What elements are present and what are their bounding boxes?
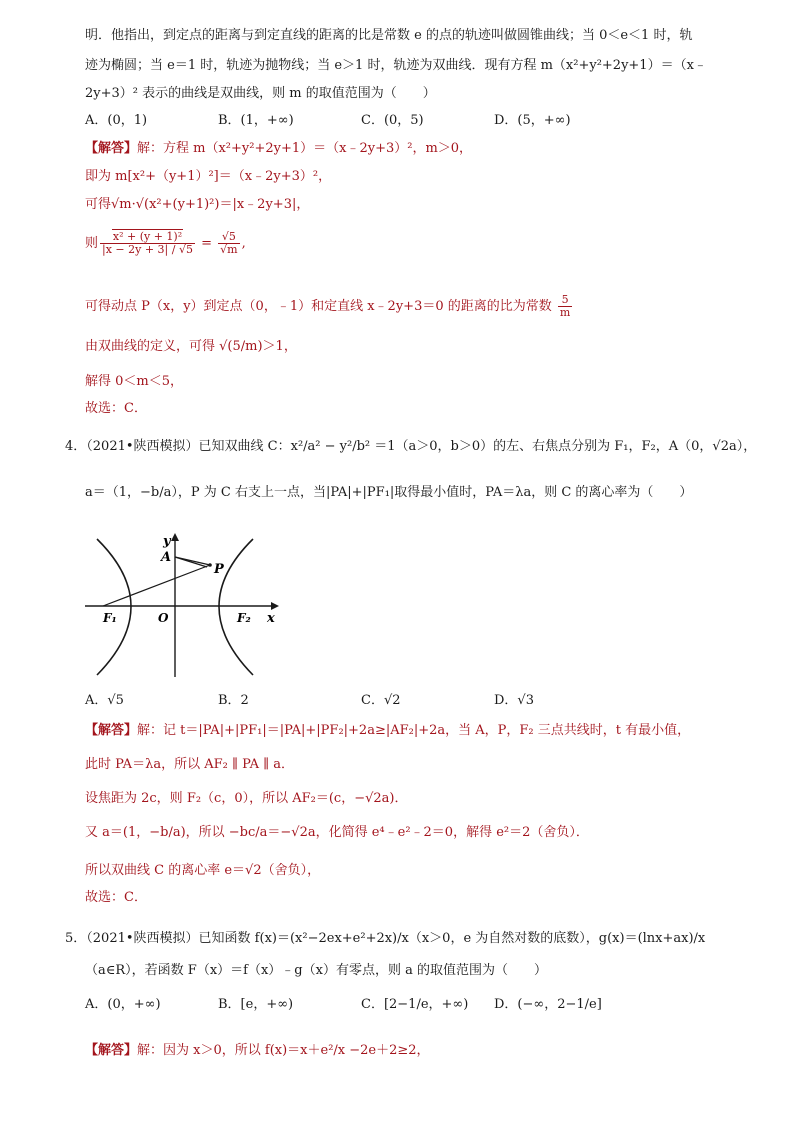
q3-ratio-result: $\frac{√5}{√m}$: [220, 230, 238, 256]
point-p: [208, 563, 212, 567]
q3-answer-text-6: 由双曲线的定义，可得: [85, 339, 216, 354]
q4-number: 4．: [65, 439, 87, 454]
q3-ratio-fraction: [100, 231, 195, 256]
q5-stem-line-1: [65, 930, 705, 948]
q5-option-c: C．[2−1/e，+∞): [361, 997, 469, 1012]
q3-stem-line-1: 明．他指出，到定点的距离与到定直线的距离的比是常数 e 的点的轨迹叫做圆锥曲线；当 0＜e＜1 时，轨: [85, 28, 693, 43]
q3-stem-line-3: 2y+3）² 表示的曲线是双曲线，则 m 的取值范围为（ ）: [85, 86, 436, 101]
q3-answer-text-5: 可得动点 P（x，y）到定点（0，﹣1）和定直线 x﹣2y+3＝0 的距离的比为常数: [85, 299, 552, 314]
segment-f1-p: [103, 565, 210, 606]
label-f1: F₁: [103, 611, 117, 625]
q5-stem-line-2: （a∈R），若函数 F（x）＝f（x）﹣g（x）有零点，则 a 的取值范围为（ ）: [85, 963, 547, 978]
q4-answer-line-1: [85, 722, 690, 740]
q4-answer-line-2: 此时 PA＝λa，所以 AF₂ ∥ PA ∥ a．: [85, 757, 295, 772]
left-branch: [97, 539, 131, 675]
q3-answer-line-3: 可得√m·√(x²+(y+1)²)＝|x﹣2y+3|，: [85, 197, 310, 212]
q5-option-a: A．(0，+∞): [85, 997, 161, 1012]
label-y: y: [163, 534, 171, 549]
q3-option-d: D．(5，+∞): [494, 113, 571, 128]
label-a: A: [161, 550, 172, 565]
q3-constant-fraction: $\frac{5}{m}$: [559, 293, 571, 319]
q5-stem-text-1: 已知函数 f(x)＝(x²−2ex+e²+2x)/x（x＞0，e 为自然对数的底数），g(x)＝(lnx+ax)/x: [198, 931, 706, 946]
q4-answer-tag: 【解答】: [85, 723, 138, 738]
q3-option-b: B．(1，+∞): [218, 113, 294, 128]
label-o: O: [158, 611, 169, 625]
q5-answer-tag: 【解答】: [85, 1043, 138, 1058]
q4-answer-line-6: 故选：C．: [85, 890, 147, 905]
q3-option-a: A．(0，1): [85, 113, 148, 128]
q3-ratio-numerator: x² + (y + 1)²: [100, 231, 195, 244]
q4-answer-line-4: 又 a＝(1，−b/a)，所以 −bc/a＝−√2a，化简得 e⁴﹣e²﹣2＝0，解得 e²＝2（舍负）．: [85, 825, 589, 840]
q4-stem-line-1: [65, 438, 756, 456]
q3-answer-line-4: 则 $\frac{\text{x² + (y + 1)²}}{|x - 2y + 3| / √5}$ = $\frac{√5}{√m}$ ,: [85, 230, 246, 256]
q3-answer-tag: 【解答】: [85, 141, 138, 156]
q3-option-c: C．(0，5): [361, 113, 424, 128]
q4-stem-text-1: 已知双曲线 C：x²/a² − y²/b² ＝1（a＞0，b＞0）的左、右焦点分别为 F₁，F₂，A（0，√2a），: [198, 439, 757, 454]
q3-answer-line-8: 故选：C．: [85, 401, 147, 416]
q4-answer-line-3: 设焦距为 2c，则 F₂（c，0），所以 AF₂＝(c，−√2a)．: [85, 791, 408, 806]
x-axis-arrow: [271, 602, 279, 610]
q3-answer-line-7: 解得 0＜m＜5，: [85, 374, 184, 389]
label-p: P: [214, 562, 224, 577]
q3-answer-line-6: 由双曲线的定义，可得 √(5/m)＞1，: [85, 339, 297, 354]
q4-answer-text-1: 解：记 t＝|PA|+|PF₁|＝|PA|+|PF₂|+2a≥|AF₂|+2a，当 A，P，F₂ 三点共线时，t 有最小值，: [137, 723, 691, 738]
right-branch: [219, 539, 253, 675]
q3-answer-line-2: 即为 m[x²+（y+1）²]＝（x﹣2y+3）²，: [85, 169, 332, 184]
q3-answer-line-1: [85, 140, 472, 158]
y-axis-arrow: [171, 533, 179, 541]
q4-option-b: B．2: [218, 693, 249, 708]
q5-number: 5．: [65, 931, 87, 946]
q3-ratio-denominator: |x − 2y + 3| / √5: [102, 243, 193, 256]
q5-option-b: B．[e，+∞): [218, 997, 294, 1012]
label-f2: F₂: [237, 611, 251, 625]
q4-hyperbola-figure: [85, 527, 285, 677]
q5-answer-line-1: [85, 1042, 430, 1060]
q3-answer-text-1: 解：方程 m（x²+y²+2y+1）＝（x﹣2y+3）²，m＞0，: [137, 141, 473, 156]
q4-option-d: D．√3: [494, 693, 534, 708]
q4-source: （2021•陕西模拟）: [86, 439, 199, 454]
q5-source: （2021•陕西模拟）: [86, 931, 199, 946]
q4-option-c: C．√2: [361, 693, 401, 708]
q5-answer-text-1: 解：因为 x＞0，所以 f(x)＝x＋e²/x −2e＋2≥2，: [137, 1043, 430, 1058]
segment-a-f2: [175, 557, 207, 567]
q4-answer-line-5: 所以双曲线 C 的离心率 e＝√2（舍负），: [85, 863, 321, 878]
q3-answer-then: 则: [85, 236, 99, 251]
label-x: x: [267, 611, 275, 626]
q3-stem-line-2: 迹为椭圆；当 e＝1 时，轨迹为抛物线；当 e＞1 时，轨迹为双曲线．现有方程 m（x²+y²+2y+1）＝（x﹣: [85, 58, 707, 73]
q4-stem-line-2: a＝（1，−b/a），P 为 C 右支上一点，当|PA|+|PF₁|取得最小值时，PA＝λa，则 C 的离心率为（ ）: [85, 485, 693, 500]
q3-answer-line-5: [85, 290, 574, 324]
q5-option-d: D．(−∞，2−1/e]: [494, 997, 602, 1012]
q4-option-a: A．√5: [85, 693, 124, 708]
